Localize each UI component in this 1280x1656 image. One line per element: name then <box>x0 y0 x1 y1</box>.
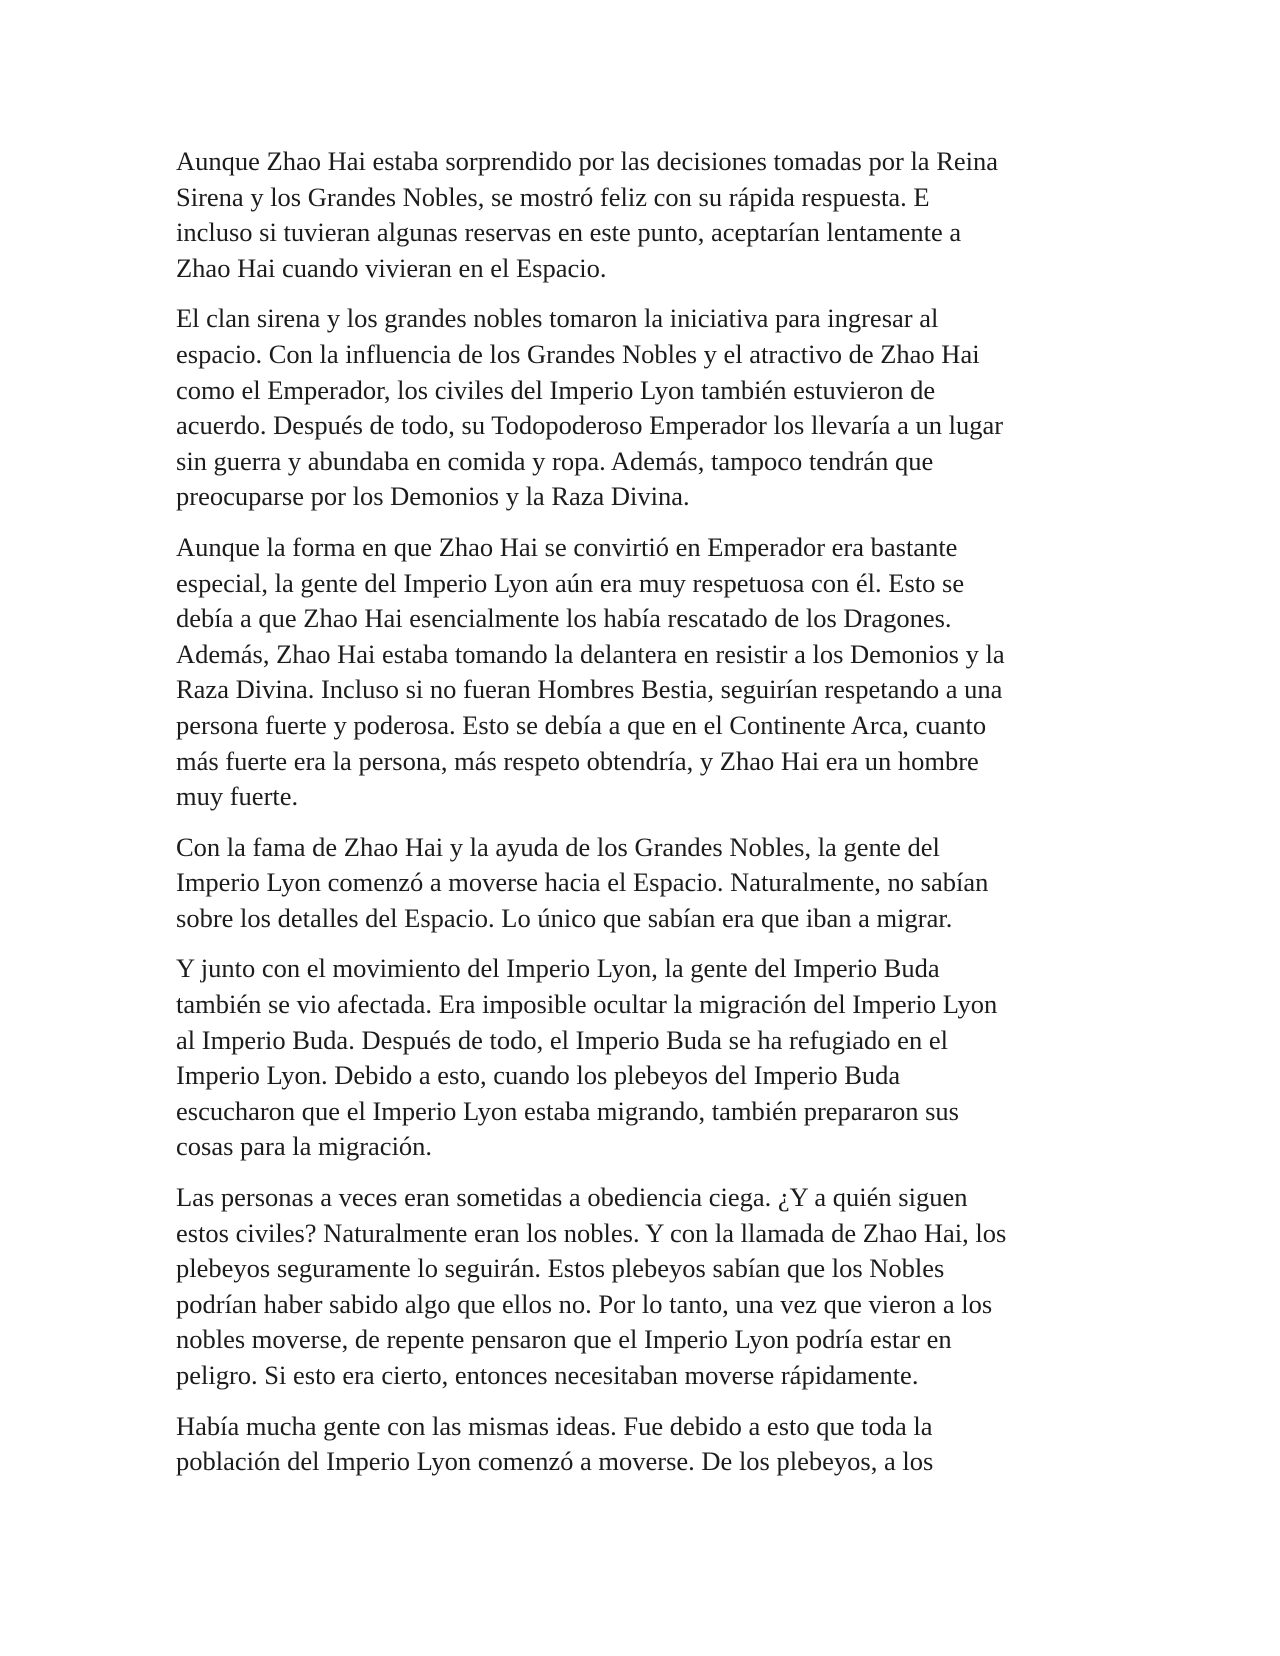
text-line: escucharon que el Imperio Lyon estaba migrando, también prepararon sus <box>176 1095 959 1126</box>
text-line: también se vio afectada. Era imposible ocultar la migración del Imperio Lyon <box>176 989 998 1020</box>
paragraph-1 <box>176 144 1106 286</box>
text-line: población del Imperio Lyon comenzó a moverse. De los plebeyos, a los <box>176 1446 934 1477</box>
text-line: especial, la gente del Imperio Lyon aún era muy respetuosa con él. Esto se <box>176 567 965 598</box>
text-line: Imperio Lyon comenzó a moverse hacia el Espacio. Naturalmente, no sabían <box>176 867 989 898</box>
document-body <box>176 144 1106 1495</box>
paragraph-4 <box>176 830 1106 937</box>
paragraph-7 <box>176 1409 1106 1480</box>
text-line: Y junto con el movimiento del Imperio Lyon, la gente del Imperio Buda <box>176 953 940 984</box>
text-line: muy fuerte. <box>176 781 299 812</box>
text-line: estos civiles? Naturalmente eran los nobles. Y con la llamada de Zhao Hai, los <box>176 1217 1007 1248</box>
text-line: al Imperio Buda. Después de todo, el Imperio Buda se ha refugiado en el <box>176 1024 948 1055</box>
text-line: incluso si tuvieran algunas reservas en este punto, aceptarían lentamente a <box>176 217 962 248</box>
text-line: Las personas a veces eran sometidas a obediencia ciega. ¿Y a quién siguen <box>176 1182 968 1213</box>
text-line: más fuerte era la persona, más respeto obtendría, y Zhao Hai era un hombre <box>176 745 979 776</box>
text-line: podrían haber sabido algo que ellos no. Por lo tanto, una vez que vieron a los <box>176 1288 993 1319</box>
paragraph-2 <box>176 301 1106 515</box>
text-line: persona fuerte y poderosa. Esto se debía a que en el Continente Arca, cuanto <box>176 709 987 740</box>
text-line: El clan sirena y los grandes nobles tomaron la iniciativa para ingresar al <box>176 303 939 334</box>
text-line: espacio. Con la influencia de los Grandes Nobles y el atractivo de Zhao Hai <box>176 338 980 369</box>
text-line: debía a que Zhao Hai esencialmente los había rescatado de los Dragones. <box>176 603 952 634</box>
text-line: Aunque Zhao Hai estaba sorprendido por las decisiones tomadas por la Reina <box>176 146 999 176</box>
paragraph-6 <box>176 1180 1106 1394</box>
text-line: nobles moverse, de repente pensaron que el Imperio Lyon podría estar en <box>176 1324 952 1355</box>
paragraph-3 <box>176 530 1106 815</box>
text-line: Imperio Lyon. Debido a esto, cuando los plebeyos del Imperio Buda <box>176 1060 901 1091</box>
paragraph-5 <box>176 951 1106 1165</box>
text-line: Sirena y los Grandes Nobles, se mostró feliz con su rápida respuesta. E <box>176 181 930 212</box>
text-line: sin guerra y abundaba en comida y ropa. Además, tampoco tendrán que <box>176 445 934 476</box>
text-line: Zhao Hai cuando vivieran en el Espacio. <box>176 252 607 283</box>
text-line: Había mucha gente con las mismas ideas. Fue debido a esto que toda la <box>176 1410 933 1441</box>
text-line: preocuparse por los Demonios y la Raza Divina. <box>176 481 690 512</box>
text-line: Aunque la forma en que Zhao Hai se convirtió en Emperador era bastante <box>176 531 958 562</box>
text-line: como el Emperador, los civiles del Imperio Lyon también estuvieron de <box>176 374 936 405</box>
text-line: Además, Zhao Hai estaba tomando la delantera en resistir a los Demonios y la <box>176 638 1005 669</box>
text-line: Con la fama de Zhao Hai y la ayuda de los Grandes Nobles, la gente del <box>176 831 940 862</box>
text-line: peligro. Si esto era cierto, entonces necesitaban moverse rápidamente. <box>176 1360 919 1390</box>
text-line: acuerdo. Después de todo, su Todopoderoso Emperador los llevaría a un lugar <box>176 410 1004 441</box>
text-line: plebeyos seguramente lo seguirán. Estos plebeyos sabían que los Nobles <box>176 1253 945 1284</box>
text-line: sobre los detalles del Espacio. Lo único que sabían era que iban a migrar. <box>176 902 953 933</box>
text-line: cosas para la migración. <box>176 1131 433 1162</box>
text-line: Raza Divina. Incluso si no fueran Hombres Bestia, seguirían respetando a una <box>176 674 1003 705</box>
